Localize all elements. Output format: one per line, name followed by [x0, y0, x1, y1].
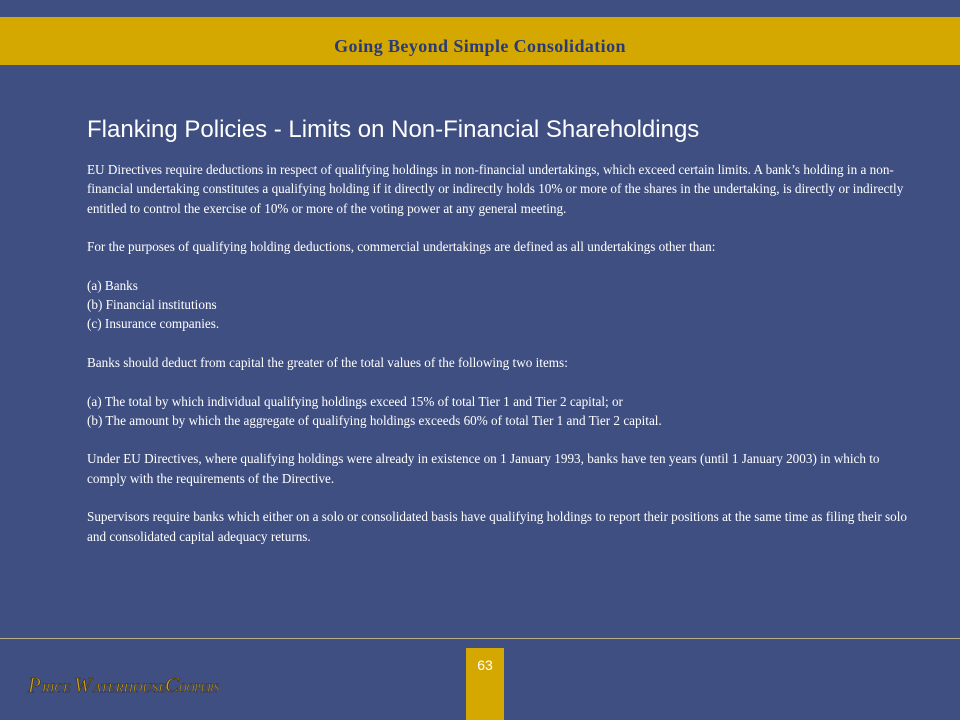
footer-divider: [0, 638, 960, 639]
paragraph-qualifying-holdings: EU Directives require deductions in respect of qualifying holdings in non-financial undertakings, which exceed certain limits. A bank’s holding in a non-financial undertaking constitutes a qualifying holding if it directly or indirectly holds 10% or more of the shares in the undertaking, is directly or indirectly entitled to control the exercise of 10% or more of the voting power at any general meeting.: [87, 162, 904, 216]
paragraph-deduction-rule: Banks should deduct from capital the greater of the total values of the following two items:: [87, 354, 568, 370]
slide-body: [87, 160, 912, 546]
svg-text:P: P: [28, 673, 41, 697]
svg-text:ATERHOUSE: ATERHOUSE: [93, 680, 167, 695]
slide-heading: Flanking Policies - Limits on Non-Financial Shareholdings: [87, 116, 700, 143]
list-item: (b) The amount by which the aggregate of qualifying holdings exceeds 60% of total Tier 1 and Tier 2 capital.: [87, 412, 662, 428]
list-item: (a) The total by which individual qualifying holdings exceed 15% of total Tier 1 and Tier 2 capital; or: [87, 393, 623, 409]
paragraph-transition-period: Under EU Directives, where qualifying holdings were already in existence on 1 January 1993, banks have ten years (until 1 January 2003) in which to comply with the requirements of the Directive.: [87, 451, 880, 486]
svg-text:OOPERS: OOPERS: [179, 680, 220, 695]
list-item: (b) Financial institutions: [87, 297, 217, 313]
page-number: 63: [477, 657, 493, 673]
slide-section-title: Going Beyond Simple Consolidation: [334, 36, 626, 56]
paragraph-supervisor-reporting: Supervisors require banks which either on a solo or consolidated basis have qualifying holdings to report their positions at the same time as filing their solo and consolidated capital adequacy returns.: [87, 509, 908, 544]
list-item: (a) Banks: [87, 277, 138, 293]
pricewaterhousecoopers-logo: [28, 672, 220, 697]
paragraph-commercial-undertakings: For the purposes of qualifying holding deductions, commercial undertakings are defined as all undertakings other than:: [87, 239, 716, 255]
list-item: (c) Insurance companies.: [87, 316, 220, 332]
svg-text:C: C: [165, 673, 180, 697]
svg-text:W: W: [74, 673, 92, 697]
svg-text:RICE: RICE: [42, 680, 71, 695]
